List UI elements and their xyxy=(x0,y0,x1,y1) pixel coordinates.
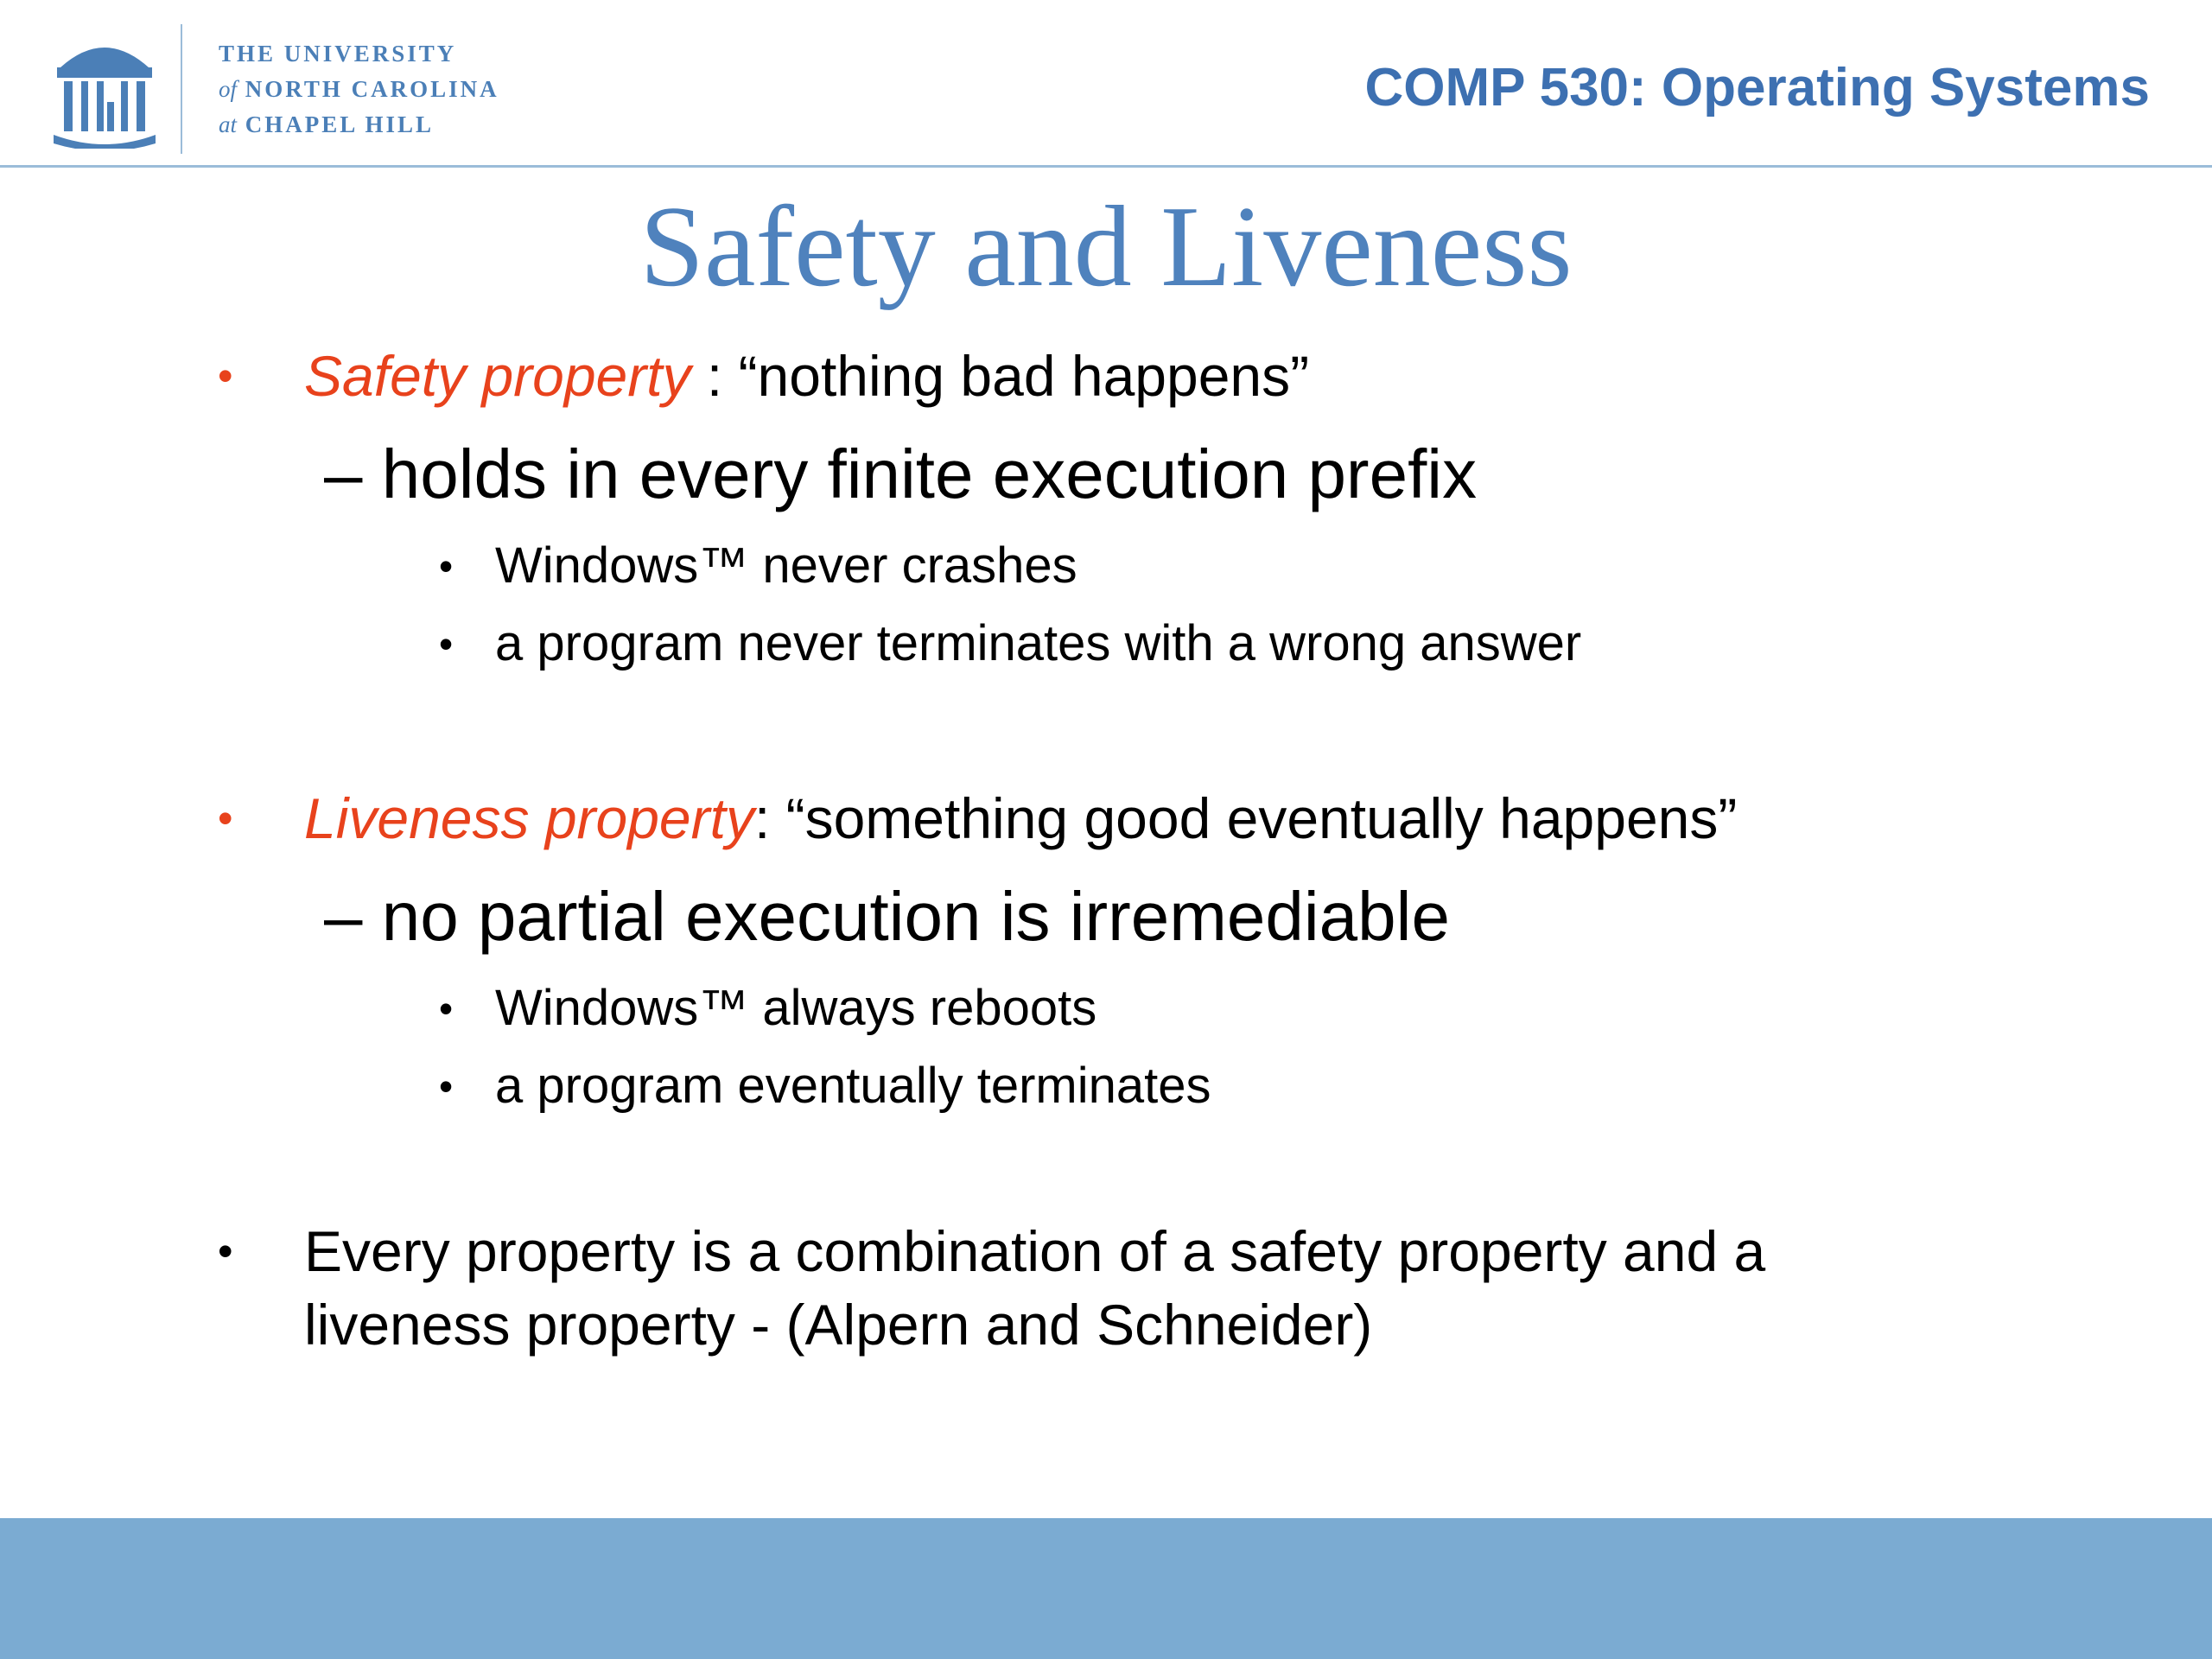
safety-term: Safety property xyxy=(304,344,691,408)
liveness-sub-point: – no partial execution is irremediable xyxy=(324,878,1450,955)
liveness-term: Liveness property xyxy=(304,786,754,850)
wordmark-line-1: THE UNIVERSITY xyxy=(219,41,457,67)
bullet-liveness xyxy=(218,785,1738,852)
wordmark-prefix-at: at xyxy=(219,111,238,137)
combination-line-1: Every property is a combination of a safety property and a xyxy=(304,1219,1766,1283)
bullet-marker: • xyxy=(439,986,454,1031)
liveness-example-text: Windows™ always reboots xyxy=(495,980,1097,1036)
safety-example-text: a program never terminates with a wrong answer xyxy=(495,615,1582,671)
bullet-marker: • xyxy=(218,1227,233,1275)
safety-example xyxy=(439,536,1077,596)
combination-continuation xyxy=(304,1291,1372,1358)
liveness-example-text: a program eventually terminates xyxy=(495,1058,1211,1114)
safety-sub-point: – holds in every finite execution prefix xyxy=(324,435,1478,512)
bullet-marker: • xyxy=(439,1064,454,1109)
bullet-safety xyxy=(218,342,1310,410)
combination-line-2: liveness property - (Alpern and Schneider) xyxy=(304,1293,1373,1357)
header-divider xyxy=(0,165,2212,168)
wordmark-line-3: CHAPEL HILL xyxy=(245,111,435,137)
safety-example-text: Windows™ never crashes xyxy=(495,537,1077,594)
slide-header xyxy=(0,0,2212,168)
liveness-example xyxy=(439,978,1097,1039)
bullet-marker: • xyxy=(218,794,233,842)
bullet-combination xyxy=(218,1217,1766,1285)
old-well-icon xyxy=(54,33,156,149)
bullet-marker: • xyxy=(439,621,454,666)
bullet-marker: • xyxy=(218,352,233,400)
footer-band xyxy=(0,1518,2212,1659)
logo-divider xyxy=(181,24,182,154)
liveness-definition: : “something good eventually happens” xyxy=(753,786,1738,850)
liveness-example xyxy=(439,1056,1211,1116)
bullet-marker: • xyxy=(439,543,454,588)
slide-title: Safety and Liveness xyxy=(639,182,1573,310)
safety-definition: : “nothing bad happens” xyxy=(690,344,1310,408)
course-title: COMP 530: Operating Systems xyxy=(1364,58,2150,118)
wordmark-prefix-of: of xyxy=(219,76,238,102)
wordmark-line-2: NORTH CAROLINA xyxy=(245,76,499,102)
university-wordmark xyxy=(219,36,499,143)
safety-example xyxy=(439,613,1582,674)
